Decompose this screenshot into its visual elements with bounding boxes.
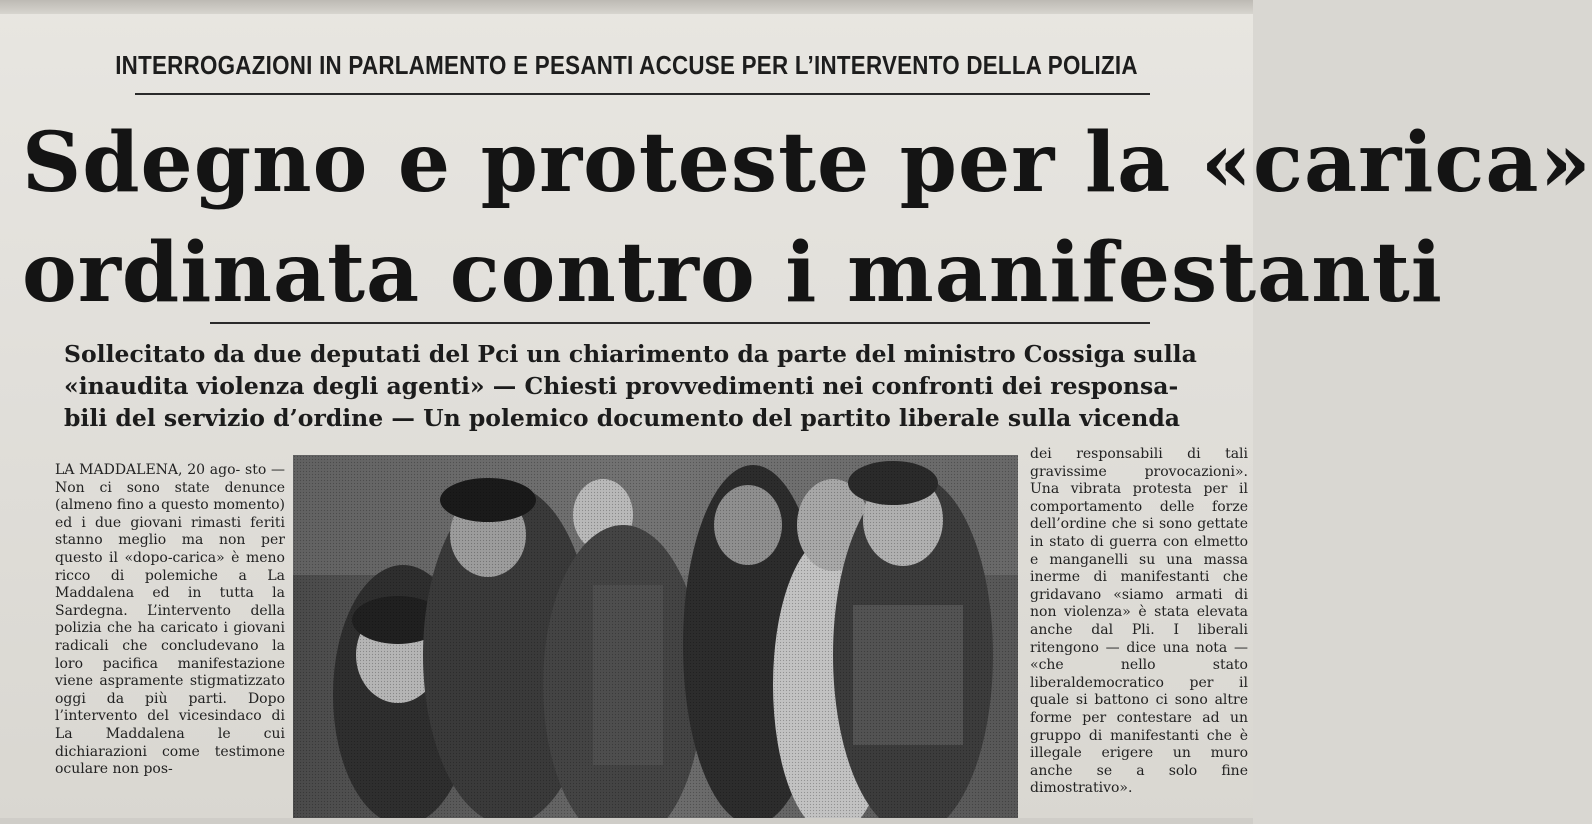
- page-top-edge: [0, 0, 1253, 14]
- kicker-headline: INTERROGAZIONI IN PARLAMENTO E PESANTI ACCUSE PER L’INTERVENTO DELLA POLIZIA: [115, 50, 1138, 80]
- news-photo: [293, 455, 1018, 824]
- right-article-column: dei responsabili di tali gravissime provocazioni». Una vibrata protesta per il comportamento delle forze dell’ordine che si sono gettate in stato di guerra con elmetto e manganelli su una massa inerme di manifestanti che gridavano «siamo armati di non violenza» è stata elevata anche dal Pli. I liberali ritengono — dice una nota — «che nello stato liberaldemocratico per il quale si battono ci sono altre forme per contestare ad un gruppo di manifestanti che è illegale erigere un muro anche se a solo fine dimostrativo».: [1030, 446, 1248, 797]
- headline-line-1: Sdegno e proteste per la «carica»: [22, 115, 1592, 211]
- left-article-column: [55, 462, 285, 779]
- headline-rule: [210, 322, 1150, 324]
- headline-line-2: ordinata contro i manifestanti: [22, 225, 1443, 321]
- page-bottom-edge: [0, 818, 1253, 824]
- kicker-rule: [135, 93, 1150, 95]
- subhead-line-3: bili del servizio d’ordine — Un polemico documento del partito liberale sulla vicenda: [64, 404, 1180, 432]
- subhead-line-1: Sollecitato da due deputati del Pci un chiarimento da parte del ministro Cossiga sulla: [64, 340, 1197, 368]
- dateline: LA MADDALENA, 20 ago-: [55, 462, 241, 478]
- subhead-line-2: «inaudita violenza degli agenti» — Chiesti provvedimenti nei confronti dei responsa-: [64, 372, 1179, 400]
- subheadline: [64, 338, 1224, 434]
- main-headline: [22, 108, 1592, 328]
- left-column-text: sto — Non ci sono state denunce (almeno fino a questo momento) ed i due giovani rimasti feriti stanno meglio ma non per questo il «dopo-carica» è meno ricco di polemiche a La Maddalena ed in tutta la Sardegna. L’intervento della polizia che ha caricato i giovani radicali che concludevano la loro pacifica manifestazione viene aspramente stigmatizzato oggi da più parti. Dopo l’intervento del vicesindaco di La Maddalena le cui dichiarazioni come testimone oculare non pos-: [55, 462, 285, 778]
- news-photo-image: [293, 455, 1018, 824]
